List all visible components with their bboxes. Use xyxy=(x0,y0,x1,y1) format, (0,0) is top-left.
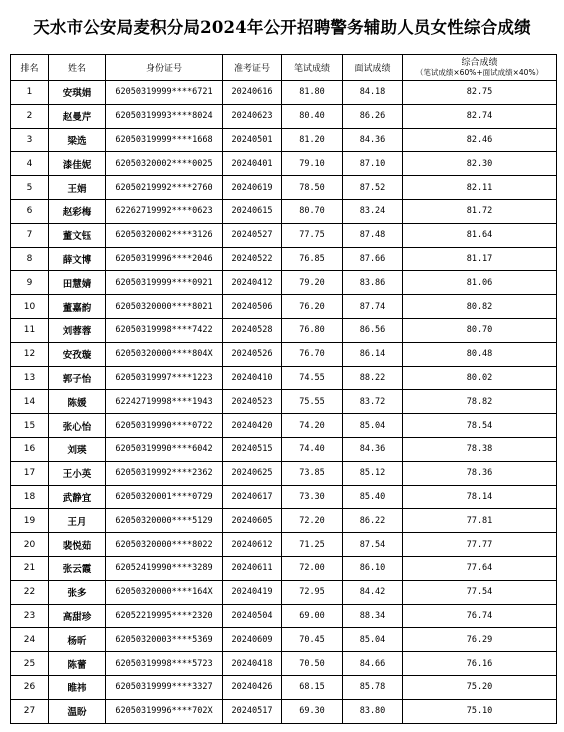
exam-no-cell: 20240526 xyxy=(223,342,282,366)
total-cell: 81.06 xyxy=(403,271,557,295)
interview-cell: 87.66 xyxy=(343,247,403,271)
table-row xyxy=(11,342,557,366)
name-cell: 漆佳妮 xyxy=(49,152,106,176)
total-cell: 75.10 xyxy=(403,699,557,723)
table-row xyxy=(11,271,557,295)
interview-cell: 83.86 xyxy=(343,271,403,295)
header-name: 姓名 xyxy=(49,55,106,81)
interview-cell: 84.36 xyxy=(343,128,403,152)
written-cell: 72.20 xyxy=(282,509,343,533)
id-cell: 62050319998****7422 xyxy=(106,318,223,342)
interview-cell: 88.22 xyxy=(343,366,403,390)
rank-cell: 4 xyxy=(11,152,49,176)
name-cell: 陈蕾 xyxy=(49,652,106,676)
table-row xyxy=(11,318,557,342)
exam-no-cell: 20240410 xyxy=(223,366,282,390)
written-cell: 76.70 xyxy=(282,342,343,366)
name-cell: 董文钰 xyxy=(49,223,106,247)
name-cell: 裴悦茹 xyxy=(49,533,106,557)
header-rank: 排名 xyxy=(11,55,49,81)
written-cell: 76.80 xyxy=(282,318,343,342)
id-cell: 62050319992****2362 xyxy=(106,461,223,485)
table-row xyxy=(11,366,557,390)
exam-no-cell: 20240619 xyxy=(223,176,282,200)
exam-no-cell: 20240401 xyxy=(223,152,282,176)
total-cell: 77.77 xyxy=(403,533,557,557)
table-row xyxy=(11,104,557,128)
interview-cell: 87.54 xyxy=(343,533,403,557)
total-cell: 82.46 xyxy=(403,128,557,152)
written-cell: 81.80 xyxy=(282,81,343,105)
table-row xyxy=(11,414,557,438)
total-cell: 76.16 xyxy=(403,652,557,676)
total-cell: 76.29 xyxy=(403,628,557,652)
name-cell: 张多 xyxy=(49,580,106,604)
written-cell: 70.45 xyxy=(282,628,343,652)
name-cell: 杨昕 xyxy=(49,628,106,652)
table-row xyxy=(11,390,557,414)
total-cell: 80.48 xyxy=(403,342,557,366)
interview-cell: 83.24 xyxy=(343,199,403,223)
rank-cell: 7 xyxy=(11,223,49,247)
interview-cell: 86.26 xyxy=(343,104,403,128)
rank-cell: 13 xyxy=(11,366,49,390)
exam-no-cell: 20240609 xyxy=(223,628,282,652)
id-cell: 62262719992****0623 xyxy=(106,199,223,223)
total-cell: 82.74 xyxy=(403,104,557,128)
written-cell: 68.15 xyxy=(282,675,343,699)
total-cell: 82.75 xyxy=(403,81,557,105)
written-cell: 73.85 xyxy=(282,461,343,485)
id-cell: 62050320003****5369 xyxy=(106,628,223,652)
exam-no-cell: 20240617 xyxy=(223,485,282,509)
total-cell: 78.38 xyxy=(403,437,557,461)
id-cell: 62050319997****1223 xyxy=(106,366,223,390)
table-row xyxy=(11,152,557,176)
header-interview: 面试成绩 xyxy=(343,55,403,81)
name-cell: 武静宜 xyxy=(49,485,106,509)
interview-cell: 84.66 xyxy=(343,652,403,676)
written-cell: 69.30 xyxy=(282,699,343,723)
id-cell: 62050219992****2760 xyxy=(106,176,223,200)
name-cell: 张心怡 xyxy=(49,414,106,438)
rank-cell: 18 xyxy=(11,485,49,509)
id-cell: 62242719998****1943 xyxy=(106,390,223,414)
table-row xyxy=(11,128,557,152)
total-cell: 81.72 xyxy=(403,199,557,223)
table-row xyxy=(11,485,557,509)
id-cell: 62050319990****0722 xyxy=(106,414,223,438)
interview-cell: 86.10 xyxy=(343,556,403,580)
interview-cell: 84.42 xyxy=(343,580,403,604)
id-cell: 62050319999****1668 xyxy=(106,128,223,152)
total-cell: 76.74 xyxy=(403,604,557,628)
header-written: 笔试成绩 xyxy=(282,55,343,81)
table-row xyxy=(11,81,557,105)
name-cell: 赵彩梅 xyxy=(49,199,106,223)
name-cell: 王小英 xyxy=(49,461,106,485)
table-row xyxy=(11,199,557,223)
total-cell: 77.81 xyxy=(403,509,557,533)
name-cell: 温盼 xyxy=(49,699,106,723)
total-cell: 77.64 xyxy=(403,556,557,580)
written-cell: 75.55 xyxy=(282,390,343,414)
total-cell: 77.54 xyxy=(403,580,557,604)
rank-cell: 6 xyxy=(11,199,49,223)
interview-cell: 85.04 xyxy=(343,628,403,652)
table-row xyxy=(11,461,557,485)
header-total-label: 综合成绩 xyxy=(461,58,498,68)
id-cell: 62050319999****6721 xyxy=(106,81,223,105)
id-cell: 62050319999****3327 xyxy=(106,675,223,699)
table-row xyxy=(11,675,557,699)
rank-cell: 8 xyxy=(11,247,49,271)
interview-cell: 83.72 xyxy=(343,390,403,414)
table-row xyxy=(11,223,557,247)
name-cell: 董嘉韵 xyxy=(49,295,106,319)
name-cell: 安琪娟 xyxy=(49,81,106,105)
rank-cell: 27 xyxy=(11,699,49,723)
interview-cell: 84.18 xyxy=(343,81,403,105)
written-cell: 80.70 xyxy=(282,199,343,223)
rank-cell: 2 xyxy=(11,104,49,128)
exam-no-cell: 20240615 xyxy=(223,199,282,223)
rank-cell: 10 xyxy=(11,295,49,319)
written-cell: 72.00 xyxy=(282,556,343,580)
id-cell: 62050319993****8024 xyxy=(106,104,223,128)
interview-cell: 88.34 xyxy=(343,604,403,628)
table-row xyxy=(11,604,557,628)
name-cell: 睢祎 xyxy=(49,675,106,699)
id-cell: 62050320000****5129 xyxy=(106,509,223,533)
interview-cell: 84.36 xyxy=(343,437,403,461)
page-title: 天水市公安局麦积分局2024年公开招聘警务辅助人员女性综合成绩 xyxy=(33,18,531,37)
table-row xyxy=(11,176,557,200)
id-cell: 62050320002****0025 xyxy=(106,152,223,176)
exam-no-cell: 20240605 xyxy=(223,509,282,533)
exam-no-cell: 20240616 xyxy=(223,81,282,105)
exam-no-cell: 20240501 xyxy=(223,128,282,152)
written-cell: 71.25 xyxy=(282,533,343,557)
total-cell: 80.82 xyxy=(403,295,557,319)
id-cell: 62050319990****6042 xyxy=(106,437,223,461)
rank-cell: 25 xyxy=(11,652,49,676)
written-cell: 74.40 xyxy=(282,437,343,461)
interview-cell: 86.14 xyxy=(343,342,403,366)
exam-no-cell: 20240625 xyxy=(223,461,282,485)
exam-no-cell: 20240420 xyxy=(223,414,282,438)
name-cell: 高甜珍 xyxy=(49,604,106,628)
header-total xyxy=(403,55,557,81)
written-cell: 74.55 xyxy=(282,366,343,390)
rank-cell: 9 xyxy=(11,271,49,295)
interview-cell: 86.56 xyxy=(343,318,403,342)
name-cell: 赵曼芹 xyxy=(49,104,106,128)
written-cell: 79.10 xyxy=(282,152,343,176)
interview-cell: 85.04 xyxy=(343,414,403,438)
exam-no-cell: 20240418 xyxy=(223,652,282,676)
id-cell: 62050319996****2046 xyxy=(106,247,223,271)
interview-cell: 87.74 xyxy=(343,295,403,319)
rank-cell: 24 xyxy=(11,628,49,652)
name-cell: 郭子怡 xyxy=(49,366,106,390)
total-cell: 78.36 xyxy=(403,461,557,485)
written-cell: 78.50 xyxy=(282,176,343,200)
rank-cell: 20 xyxy=(11,533,49,557)
rank-cell: 19 xyxy=(11,509,49,533)
written-cell: 70.50 xyxy=(282,652,343,676)
rank-cell: 1 xyxy=(11,81,49,105)
score-table xyxy=(10,54,557,724)
name-cell: 刘瑛 xyxy=(49,437,106,461)
id-cell: 62050320000****8021 xyxy=(106,295,223,319)
name-cell: 安孜璇 xyxy=(49,342,106,366)
id-cell: 62050320002****3126 xyxy=(106,223,223,247)
interview-cell: 85.78 xyxy=(343,675,403,699)
table-row xyxy=(11,652,557,676)
table-row xyxy=(11,699,557,723)
header-exam-no: 准考证号 xyxy=(223,55,282,81)
table-row xyxy=(11,580,557,604)
header-total-note: （笔试成绩×60%+面试成绩×40%） xyxy=(415,68,544,77)
rank-cell: 22 xyxy=(11,580,49,604)
interview-cell: 85.12 xyxy=(343,461,403,485)
exam-no-cell: 20240623 xyxy=(223,104,282,128)
table-header-row xyxy=(11,55,557,81)
written-cell: 69.00 xyxy=(282,604,343,628)
interview-cell: 87.48 xyxy=(343,223,403,247)
table-row xyxy=(11,247,557,271)
header-id: 身份证号 xyxy=(106,55,223,81)
total-cell: 78.14 xyxy=(403,485,557,509)
interview-cell: 86.22 xyxy=(343,509,403,533)
interview-cell: 87.10 xyxy=(343,152,403,176)
name-cell: 梁选 xyxy=(49,128,106,152)
written-cell: 76.20 xyxy=(282,295,343,319)
id-cell: 62052419990****3289 xyxy=(106,556,223,580)
total-cell: 82.11 xyxy=(403,176,557,200)
exam-no-cell: 20240419 xyxy=(223,580,282,604)
rank-cell: 21 xyxy=(11,556,49,580)
name-cell: 王月 xyxy=(49,509,106,533)
rank-cell: 11 xyxy=(11,318,49,342)
written-cell: 77.75 xyxy=(282,223,343,247)
id-cell: 62050319996****702X xyxy=(106,699,223,723)
table-row xyxy=(11,533,557,557)
written-cell: 76.85 xyxy=(282,247,343,271)
name-cell: 张云霞 xyxy=(49,556,106,580)
id-cell: 62052219995****2320 xyxy=(106,604,223,628)
id-cell: 62050319999****0921 xyxy=(106,271,223,295)
exam-no-cell: 20240504 xyxy=(223,604,282,628)
written-cell: 73.30 xyxy=(282,485,343,509)
total-cell: 80.70 xyxy=(403,318,557,342)
rank-cell: 16 xyxy=(11,437,49,461)
table-row xyxy=(11,556,557,580)
written-cell: 80.40 xyxy=(282,104,343,128)
rank-cell: 23 xyxy=(11,604,49,628)
exam-no-cell: 20240522 xyxy=(223,247,282,271)
id-cell: 62050320000****804X xyxy=(106,342,223,366)
total-cell: 78.54 xyxy=(403,414,557,438)
table-row xyxy=(11,628,557,652)
written-cell: 81.20 xyxy=(282,128,343,152)
exam-no-cell: 20240523 xyxy=(223,390,282,414)
rank-cell: 3 xyxy=(11,128,49,152)
table-row xyxy=(11,295,557,319)
written-cell: 72.95 xyxy=(282,580,343,604)
rank-cell: 26 xyxy=(11,675,49,699)
table-row xyxy=(11,437,557,461)
table-row xyxy=(11,509,557,533)
rank-cell: 14 xyxy=(11,390,49,414)
total-cell: 78.82 xyxy=(403,390,557,414)
id-cell: 62050320000****8022 xyxy=(106,533,223,557)
exam-no-cell: 20240506 xyxy=(223,295,282,319)
exam-no-cell: 20240515 xyxy=(223,437,282,461)
name-cell: 薛文博 xyxy=(49,247,106,271)
rank-cell: 15 xyxy=(11,414,49,438)
name-cell: 陈媛 xyxy=(49,390,106,414)
total-cell: 81.64 xyxy=(403,223,557,247)
exam-no-cell: 20240611 xyxy=(223,556,282,580)
exam-no-cell: 20240426 xyxy=(223,675,282,699)
id-cell: 62050319998****5723 xyxy=(106,652,223,676)
interview-cell: 87.52 xyxy=(343,176,403,200)
total-cell: 81.17 xyxy=(403,247,557,271)
exam-no-cell: 20240528 xyxy=(223,318,282,342)
exam-no-cell: 20240527 xyxy=(223,223,282,247)
exam-no-cell: 20240612 xyxy=(223,533,282,557)
interview-cell: 83.80 xyxy=(343,699,403,723)
table-body xyxy=(11,81,557,724)
name-cell: 王娟 xyxy=(49,176,106,200)
total-cell: 82.30 xyxy=(403,152,557,176)
exam-no-cell: 20240517 xyxy=(223,699,282,723)
id-cell: 62050320000****164X xyxy=(106,580,223,604)
total-cell: 75.20 xyxy=(403,675,557,699)
rank-cell: 5 xyxy=(11,176,49,200)
exam-no-cell: 20240412 xyxy=(223,271,282,295)
total-cell: 80.02 xyxy=(403,366,557,390)
id-cell: 62050320001****0729 xyxy=(106,485,223,509)
written-cell: 74.20 xyxy=(282,414,343,438)
name-cell: 刘蓉蓉 xyxy=(49,318,106,342)
rank-cell: 12 xyxy=(11,342,49,366)
name-cell: 田慧婧 xyxy=(49,271,106,295)
written-cell: 79.20 xyxy=(282,271,343,295)
interview-cell: 85.40 xyxy=(343,485,403,509)
rank-cell: 17 xyxy=(11,461,49,485)
